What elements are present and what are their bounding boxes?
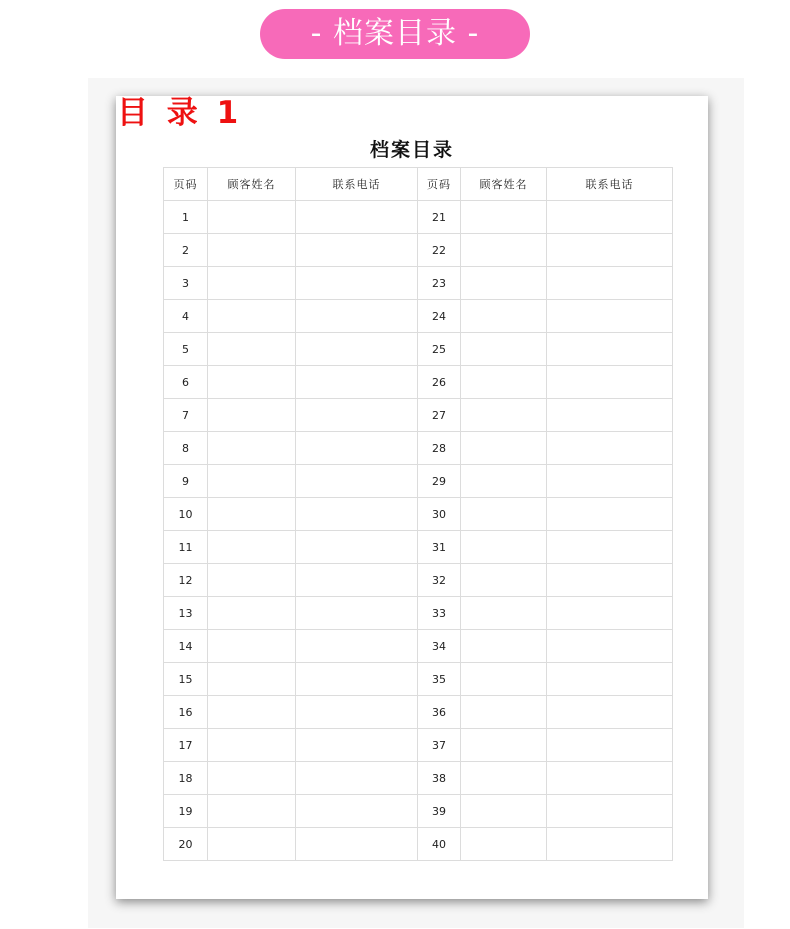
phone-cell xyxy=(296,366,418,399)
table-row xyxy=(164,201,673,234)
table-row xyxy=(164,498,673,531)
phone-cell xyxy=(296,795,418,828)
customer-name-cell xyxy=(208,597,296,630)
table-row xyxy=(164,366,673,399)
page-number-cell: 2 xyxy=(164,234,208,267)
phone-cell xyxy=(296,432,418,465)
customer-name-cell xyxy=(208,432,296,465)
customer-name-cell xyxy=(208,729,296,762)
page-number-cell: 30 xyxy=(418,498,461,531)
phone-cell xyxy=(547,564,673,597)
phone-cell xyxy=(547,498,673,531)
page-number-cell: 25 xyxy=(418,333,461,366)
phone-cell xyxy=(296,696,418,729)
phone-cell xyxy=(296,663,418,696)
phone-cell xyxy=(547,399,673,432)
page-number-cell: 3 xyxy=(164,267,208,300)
phone-cell xyxy=(547,696,673,729)
customer-name-cell xyxy=(461,762,547,795)
page-number-cell: 20 xyxy=(164,828,208,861)
phone-cell xyxy=(547,465,673,498)
phone-cell xyxy=(547,267,673,300)
page-number-cell: 11 xyxy=(164,531,208,564)
page-number-cell: 38 xyxy=(418,762,461,795)
customer-name-cell xyxy=(461,366,547,399)
customer-name-cell xyxy=(461,597,547,630)
table-row xyxy=(164,630,673,663)
header-page-number: 页码 xyxy=(418,168,461,201)
customer-name-cell xyxy=(461,300,547,333)
page-number-cell: 10 xyxy=(164,498,208,531)
table-row xyxy=(164,729,673,762)
table-row xyxy=(164,300,673,333)
page-number-cell: 27 xyxy=(418,399,461,432)
table-row xyxy=(164,465,673,498)
customer-name-cell xyxy=(461,432,547,465)
page-number-cell: 17 xyxy=(164,729,208,762)
phone-cell xyxy=(296,498,418,531)
phone-cell xyxy=(547,828,673,861)
customer-name-cell xyxy=(208,630,296,663)
customer-name-cell xyxy=(461,696,547,729)
customer-name-cell xyxy=(461,333,547,366)
phone-cell xyxy=(296,300,418,333)
page-number-cell: 16 xyxy=(164,696,208,729)
customer-name-cell xyxy=(461,234,547,267)
customer-name-cell xyxy=(208,795,296,828)
page-number-cell: 39 xyxy=(418,795,461,828)
page-number-cell: 37 xyxy=(418,729,461,762)
table-row xyxy=(164,795,673,828)
phone-cell xyxy=(547,729,673,762)
customer-name-cell xyxy=(461,828,547,861)
phone-cell xyxy=(296,630,418,663)
table-row xyxy=(164,399,673,432)
table-row xyxy=(164,267,673,300)
header-customer-name: 顾客姓名 xyxy=(208,168,296,201)
customer-name-cell xyxy=(208,564,296,597)
page-number-cell: 33 xyxy=(418,597,461,630)
table-row xyxy=(164,762,673,795)
page-number-cell: 18 xyxy=(164,762,208,795)
phone-cell xyxy=(296,531,418,564)
page-number-cell: 36 xyxy=(418,696,461,729)
phone-cell xyxy=(547,630,673,663)
page-number-cell: 14 xyxy=(164,630,208,663)
page-number-cell: 22 xyxy=(418,234,461,267)
page-number-cell: 21 xyxy=(418,201,461,234)
table-row xyxy=(164,663,673,696)
customer-name-cell xyxy=(208,267,296,300)
customer-name-cell xyxy=(208,300,296,333)
customer-name-cell xyxy=(208,498,296,531)
section-banner: - 档案目录 - xyxy=(260,9,530,59)
page-number-cell: 32 xyxy=(418,564,461,597)
page-number-cell: 23 xyxy=(418,267,461,300)
directory-label: 目 录 1 xyxy=(117,95,243,131)
page-number-cell: 7 xyxy=(164,399,208,432)
customer-name-cell xyxy=(208,201,296,234)
page-number-cell: 40 xyxy=(418,828,461,861)
table-row xyxy=(164,531,673,564)
customer-name-cell xyxy=(461,564,547,597)
phone-cell xyxy=(547,663,673,696)
phone-cell xyxy=(296,333,418,366)
table-row xyxy=(164,696,673,729)
phone-cell xyxy=(547,366,673,399)
customer-name-cell xyxy=(208,465,296,498)
phone-cell xyxy=(296,762,418,795)
phone-cell xyxy=(547,201,673,234)
page-number-cell: 34 xyxy=(418,630,461,663)
header-page-number: 页码 xyxy=(164,168,208,201)
customer-name-cell xyxy=(208,663,296,696)
directory-table xyxy=(163,167,673,861)
phone-cell xyxy=(296,234,418,267)
phone-cell xyxy=(296,267,418,300)
phone-cell xyxy=(296,597,418,630)
phone-cell xyxy=(296,729,418,762)
customer-name-cell xyxy=(208,531,296,564)
table-row xyxy=(164,432,673,465)
document-title: 档案目录 xyxy=(369,139,454,161)
page-number-cell: 12 xyxy=(164,564,208,597)
phone-cell xyxy=(547,795,673,828)
phone-cell xyxy=(296,201,418,234)
header-phone: 联系电话 xyxy=(547,168,673,201)
customer-name-cell xyxy=(461,795,547,828)
customer-name-cell xyxy=(208,399,296,432)
table-row xyxy=(164,234,673,267)
page-number-cell: 26 xyxy=(418,366,461,399)
customer-name-cell xyxy=(461,663,547,696)
customer-name-cell xyxy=(461,729,547,762)
customer-name-cell xyxy=(461,201,547,234)
phone-cell xyxy=(547,531,673,564)
phone-cell xyxy=(296,399,418,432)
customer-name-cell xyxy=(461,630,547,663)
page-number-cell: 6 xyxy=(164,366,208,399)
phone-cell xyxy=(547,234,673,267)
customer-name-cell xyxy=(208,828,296,861)
header-phone: 联系电话 xyxy=(296,168,418,201)
page-number-cell: 5 xyxy=(164,333,208,366)
table-row xyxy=(164,828,673,861)
page-number-cell: 35 xyxy=(418,663,461,696)
phone-cell xyxy=(296,465,418,498)
customer-name-cell xyxy=(461,267,547,300)
customer-name-cell xyxy=(461,465,547,498)
table-row xyxy=(164,564,673,597)
page-number-cell: 15 xyxy=(164,663,208,696)
phone-cell xyxy=(296,828,418,861)
table-header-row xyxy=(164,168,673,201)
header-customer-name: 顾客姓名 xyxy=(461,168,547,201)
phone-cell xyxy=(547,432,673,465)
phone-cell xyxy=(547,597,673,630)
phone-cell xyxy=(547,333,673,366)
table-row xyxy=(164,333,673,366)
phone-cell xyxy=(547,300,673,333)
customer-name-cell xyxy=(208,366,296,399)
customer-name-cell xyxy=(208,234,296,267)
phone-cell xyxy=(296,564,418,597)
customer-name-cell xyxy=(461,498,547,531)
page-number-cell: 8 xyxy=(164,432,208,465)
page-number-cell: 24 xyxy=(418,300,461,333)
page-number-cell: 1 xyxy=(164,201,208,234)
page-number-cell: 28 xyxy=(418,432,461,465)
table-row xyxy=(164,597,673,630)
page-number-cell: 19 xyxy=(164,795,208,828)
customer-name-cell xyxy=(461,531,547,564)
page-number-cell: 9 xyxy=(164,465,208,498)
page-number-cell: 31 xyxy=(418,531,461,564)
customer-name-cell xyxy=(208,333,296,366)
customer-name-cell xyxy=(208,762,296,795)
page-number-cell: 13 xyxy=(164,597,208,630)
customer-name-cell xyxy=(208,696,296,729)
phone-cell xyxy=(547,762,673,795)
page-number-cell: 29 xyxy=(418,465,461,498)
page-number-cell: 4 xyxy=(164,300,208,333)
customer-name-cell xyxy=(461,399,547,432)
